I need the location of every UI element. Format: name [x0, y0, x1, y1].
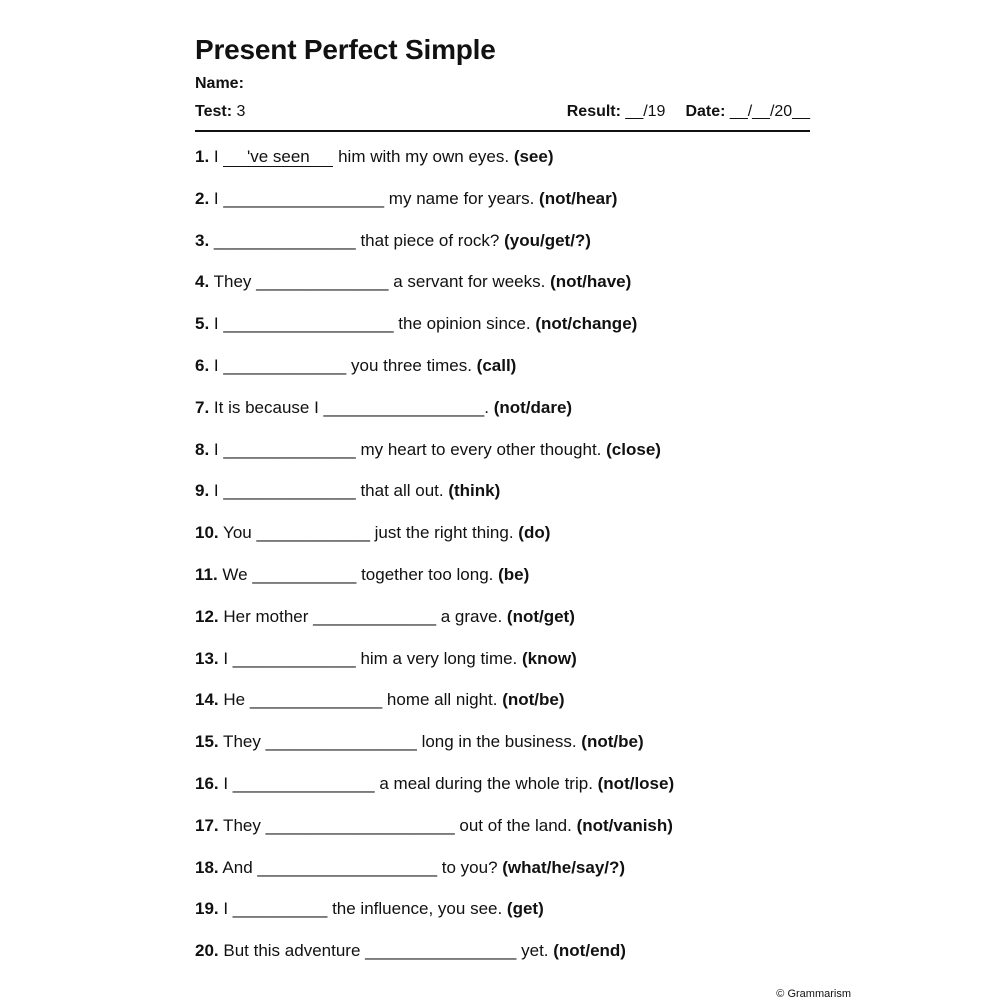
question-12 [195, 605, 815, 647]
question-number: 6. [195, 355, 210, 375]
question-text[interactable]: I __________ the influence, you see. [218, 899, 507, 919]
question-13 [195, 647, 815, 689]
question-9 [195, 479, 815, 521]
question-number: 16. [195, 773, 219, 793]
worksheet-header [195, 30, 810, 132]
question-16 [195, 772, 815, 814]
verb-hint: (know) [522, 648, 577, 668]
verb-hint: (get) [506, 899, 544, 919]
result-label: Result: [566, 103, 621, 120]
question-text[interactable]: I _____________ you three times. [209, 355, 477, 375]
test-value: 3 [232, 103, 246, 120]
question-number: 4. [195, 272, 210, 292]
question-number: 18. [195, 857, 219, 877]
question-text[interactable]: They ________________ long in the business. [218, 732, 582, 752]
question-number: 19. [195, 899, 219, 919]
question-18 [195, 856, 815, 898]
question-4 [195, 270, 815, 312]
question-19 [195, 897, 815, 939]
test-label: Test: [195, 103, 233, 120]
date-label: Date: [685, 103, 726, 120]
question-number: 17. [195, 815, 219, 835]
question-15 [195, 730, 815, 772]
verb-hint: (not/have) [550, 272, 632, 292]
question-number: 20. [195, 941, 219, 961]
question-text[interactable]: I __________________ the opinion since. [209, 314, 536, 334]
question-text[interactable]: But this adventure ________________ yet. [218, 941, 554, 961]
question-3 [195, 229, 815, 271]
question-text[interactable]: We ___________ together too long. [217, 564, 499, 584]
question-text[interactable]: I ______________ that all out. [209, 481, 449, 501]
result-date-info [567, 100, 810, 124]
question-2 [195, 187, 815, 229]
date-value: __/__/20__ [725, 103, 810, 120]
question-8 [195, 438, 815, 480]
question-number: 11. [195, 564, 218, 584]
question-7 [195, 396, 815, 438]
question-14 [195, 688, 815, 730]
question-number: 14. [195, 690, 219, 710]
verb-hint: (see) [513, 147, 554, 166]
verb-hint: (what/he/say/?) [502, 857, 626, 877]
question-text-after: him with my own eyes. [333, 147, 514, 166]
question-text[interactable]: They ______________ a servant for weeks. [209, 272, 551, 292]
verb-hint: (not/be) [502, 690, 565, 710]
question-number: 7. [195, 397, 210, 417]
verb-hint: (not/be) [581, 732, 644, 752]
result-value: __/19 [620, 103, 666, 120]
question-number: 12. [195, 606, 219, 626]
question-text[interactable]: I _______________ a meal during the whole trip. [218, 773, 598, 793]
question-text[interactable]: You ____________ just the right thing. [218, 523, 519, 543]
page-title: Present Perfect Simple [195, 34, 496, 65]
verb-hint: (not/hear) [539, 188, 618, 208]
question-number: 1. [195, 147, 210, 166]
question-text[interactable]: I _________________ my name for years. [209, 188, 540, 208]
question-number: 8. [195, 439, 210, 459]
question-5 [195, 312, 815, 354]
question-list [195, 145, 815, 981]
question-text[interactable]: _______________ that piece of rock? [209, 230, 505, 250]
verb-hint: (not/end) [553, 941, 626, 961]
question-text[interactable]: Her mother _____________ a grave. [218, 606, 507, 626]
question-11 [195, 563, 815, 605]
verb-hint: (not/get) [506, 606, 575, 626]
question-1 [195, 145, 815, 187]
verb-hint: (call) [476, 355, 517, 375]
question-text[interactable]: I ______________ my heart to every other thought. [209, 439, 607, 459]
answer-blank[interactable]: 've seen [223, 148, 333, 167]
question-number: 9. [195, 481, 210, 501]
name-label: Name: [195, 75, 244, 92]
copyright-notice: © Grammarism [776, 988, 851, 1000]
verb-hint: (not/vanish) [576, 815, 673, 835]
question-number: 5. [195, 314, 210, 334]
question-text[interactable]: They ____________________ out of the land. [218, 815, 577, 835]
verb-hint: (not/dare) [493, 397, 573, 417]
question-number: 10. [195, 523, 219, 543]
test-info [195, 100, 245, 124]
question-text-before: I [209, 147, 224, 166]
question-6 [195, 354, 815, 396]
verb-hint: (not/lose) [597, 773, 675, 793]
question-text[interactable]: It is because I _________________. [209, 397, 494, 417]
question-number: 15. [195, 732, 219, 752]
question-number: 3. [195, 230, 210, 250]
question-20 [195, 939, 815, 981]
question-number: 13. [195, 648, 219, 668]
question-number: 2. [195, 188, 210, 208]
meta-row [195, 100, 810, 132]
question-text[interactable]: I _____________ him a very long time. [218, 648, 523, 668]
verb-hint: (think) [448, 481, 501, 501]
verb-hint: (close) [606, 439, 661, 459]
question-10 [195, 521, 815, 563]
verb-hint: (be) [498, 564, 530, 584]
question-text[interactable]: And ___________________ to you? [218, 857, 503, 877]
question-text[interactable]: He ______________ home all night. [218, 690, 503, 710]
verb-hint: (you/get/?) [504, 230, 591, 250]
question-17 [195, 814, 815, 856]
verb-hint: (do) [518, 523, 551, 543]
verb-hint: (not/change) [535, 314, 638, 334]
